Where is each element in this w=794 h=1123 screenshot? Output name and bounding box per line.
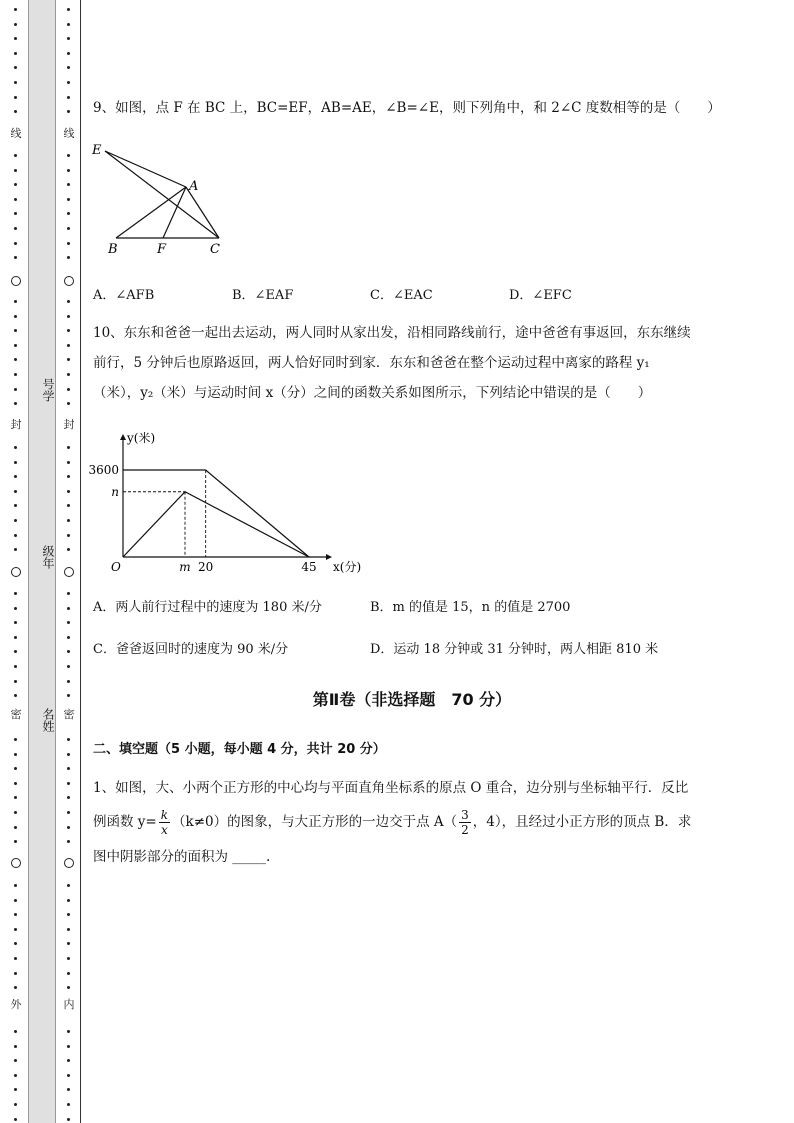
figure-label-b: B (108, 242, 118, 257)
inner-margin-dot (67, 475, 70, 478)
inner-margin-dot (67, 154, 70, 157)
inner-margin-dot (67, 592, 70, 595)
outer-margin-dot (14, 1118, 17, 1121)
inner-margin-dot (67, 242, 70, 245)
outer-margin-dot (14, 548, 17, 551)
inner-margin-dot (67, 1045, 70, 1048)
outer-margin-dot (14, 461, 17, 464)
inner-margin-dot (67, 1059, 70, 1062)
inner-margin-dot (67, 753, 70, 756)
y-tick-label: 3600 (88, 463, 119, 477)
outer-margin-dot (14, 96, 17, 99)
inner-margin-circle (64, 276, 74, 286)
outer-margin-dot (14, 650, 17, 653)
outer-margin-dot (14, 23, 17, 26)
question-9-option-d: D．∠EFC (509, 288, 572, 303)
line-2-part-b: （k≠0）的图象，与大正方形的一边交于点 A（ (172, 814, 458, 830)
figure-label-f: F (157, 242, 167, 257)
series-line-2 (123, 492, 309, 557)
outer-margin-dot (14, 884, 17, 887)
outer-margin-dot (14, 1045, 17, 1048)
origin-label: O (111, 560, 121, 574)
question-10-chart (88, 426, 362, 578)
outer-margin-label: 外 (10, 998, 22, 1011)
outer-margin-dot (14, 753, 17, 756)
inner-margin-dot (67, 23, 70, 26)
inner-margin-dot (67, 96, 70, 99)
strip-label-name: 名姓 (41, 708, 55, 732)
x-tick-label: 20 (198, 560, 214, 574)
outer-margin-circle (11, 276, 21, 286)
fraction-a-numerator: 3 (461, 807, 469, 822)
outer-margin-dot (14, 81, 17, 84)
outer-margin-dot (14, 534, 17, 537)
inner-margin-dot (67, 373, 70, 376)
outer-margin-dot (14, 183, 17, 186)
inner-margin-dot (67, 680, 70, 683)
outer-margin-dot (14, 607, 17, 610)
inner-margin-dot (67, 840, 70, 843)
figure-label-a: A (189, 179, 199, 194)
outer-margin-dot (14, 680, 17, 683)
inner-margin-dot (67, 490, 70, 493)
fraction-numerator: k (160, 807, 169, 822)
inner-margin-dot (67, 942, 70, 945)
outer-margin-dot (14, 1059, 17, 1062)
inner-margin-dot (67, 329, 70, 332)
inner-margin-label: 密 (63, 708, 75, 721)
inner-margin-dot (67, 504, 70, 507)
inner-margin-dot (67, 461, 70, 464)
fill-question-1-line-3: 图中阴影部分的面积为 _____. (93, 849, 271, 865)
outer-margin-dot (14, 738, 17, 741)
inner-margin-dot (67, 212, 70, 215)
fill-question-1-line-1: 1、如图，大、小两个正方形的中心均与平面直角坐标系的原点 O 重合，边分别与坐标轴平行．反比 (93, 780, 689, 796)
x-axis-label: x(分) (333, 560, 362, 574)
inner-margin-dot (67, 534, 70, 537)
question-10-option-c: C．爸爸返回时的速度为 90 米/分 (93, 642, 289, 657)
outer-margin-circle (11, 858, 21, 868)
inner-margin-dot (67, 1103, 70, 1106)
inner-margin-dot (67, 650, 70, 653)
figure-label-e: E (92, 143, 102, 158)
inner-margin-dot (67, 548, 70, 551)
outer-margin-dot (14, 446, 17, 449)
outer-binding-column (6, 0, 26, 1123)
outer-margin-dot (14, 840, 17, 843)
x-axis-arrow (326, 554, 332, 560)
inner-margin-dot (67, 986, 70, 989)
outer-margin-dot (14, 169, 17, 172)
inner-margin-dot (67, 1030, 70, 1033)
outer-margin-dot (14, 37, 17, 40)
inner-margin-label: 内 (63, 998, 75, 1011)
question-9-option-b: B．∠EAF (232, 288, 294, 303)
outer-margin-dot (14, 198, 17, 201)
outer-margin-dot (14, 329, 17, 332)
inner-margin-dot (67, 8, 70, 11)
inner-margin-dot (67, 636, 70, 639)
inner-margin-dot (67, 81, 70, 84)
x-tick-label: 45 (301, 560, 317, 574)
outer-margin-dot (14, 1074, 17, 1077)
inner-margin-dot (67, 1088, 70, 1091)
outer-margin-dot (14, 519, 17, 522)
outer-margin-dot (14, 665, 17, 668)
fraction-k-over-x (159, 808, 170, 837)
outer-margin-dot (14, 782, 17, 785)
inner-margin-dot (67, 344, 70, 347)
outer-margin-dot (14, 110, 17, 113)
inner-margin-dot (67, 358, 70, 361)
outer-margin-dot (14, 928, 17, 931)
question-9-option-c: C．∠EAC (370, 288, 433, 303)
outer-margin-dot (14, 154, 17, 157)
inner-margin-dot (67, 899, 70, 902)
question-10-line-3: （米），y₂（米）与运动时间 x（分）之间的函数关系如图所示，下列结论中错误的是（ ） (93, 385, 652, 401)
inner-margin-dot (67, 37, 70, 40)
y-tick-label: n (111, 484, 119, 499)
outer-margin-dot (14, 490, 17, 493)
outer-margin-dot (14, 475, 17, 478)
inner-margin-dot (67, 519, 70, 522)
outer-margin-dot (14, 504, 17, 507)
strip-label-grade: 级年 (41, 545, 55, 569)
outer-margin-dot (14, 899, 17, 902)
fraction-a-denominator: 2 (461, 822, 469, 837)
inner-margin-dot (67, 607, 70, 610)
question-10-option-d: D．运动 18 分钟或 31 分钟时，两人相距 810 米 (370, 642, 659, 657)
inner-margin-dot (67, 1074, 70, 1077)
inner-margin-dot (67, 227, 70, 230)
outer-margin-dot (14, 315, 17, 318)
question-10-line-1: 10、东东和爸爸一起出去运动，两人同时从家出发，沿相同路线前行，途中爸爸有事返回，东东继续 (93, 325, 691, 341)
section-title: 第Ⅱ卷（非选择题 70 分） (312, 690, 512, 709)
section-heading: 二、填空题（5 小题，每小题 4 分，共计 20 分） (93, 742, 386, 757)
outer-margin-dot (14, 972, 17, 975)
outer-margin-dot (14, 592, 17, 595)
inner-margin-dot (67, 315, 70, 318)
fraction-three-halves (459, 808, 471, 837)
x-tick-label: m (179, 560, 191, 574)
inner-margin-dot (67, 66, 70, 69)
inner-margin-dot (67, 665, 70, 668)
outer-margin-dot (14, 636, 17, 639)
inner-margin-dot (67, 913, 70, 916)
outer-margin-dot (14, 212, 17, 215)
inner-margin-dot (67, 782, 70, 785)
outer-margin-dot (14, 957, 17, 960)
inner-margin-dot (67, 183, 70, 186)
inner-margin-label: 线 (63, 127, 75, 140)
inner-margin-dot (67, 256, 70, 259)
question-10-option-a: A．两人前行过程中的速度为 180 米/分 (93, 600, 322, 615)
inner-margin-dot (67, 811, 70, 814)
figure-label-c: C (210, 242, 220, 257)
question-9-figure (88, 140, 228, 260)
fraction-denominator: x (160, 822, 168, 837)
inner-margin-dot (67, 826, 70, 829)
inner-margin-dot (67, 52, 70, 55)
outer-margin-dot (14, 796, 17, 799)
outer-margin-dot (14, 52, 17, 55)
series-line-1 (123, 470, 309, 557)
outer-margin-dot (14, 66, 17, 69)
inner-margin-label: 封 (63, 418, 75, 431)
outer-margin-dot (14, 811, 17, 814)
outer-margin-circle (11, 567, 21, 577)
binding-line (80, 0, 81, 1123)
inner-margin-dot (67, 402, 70, 405)
inner-margin-dot (67, 110, 70, 113)
outer-margin-dot (14, 344, 17, 347)
inner-margin-dot (67, 388, 70, 391)
y-axis-arrow (120, 434, 126, 440)
outer-margin-dot (14, 826, 17, 829)
inner-margin-circle (64, 858, 74, 868)
line-2-part-c: ，4），且经过小正方形的顶点 B．求 (472, 814, 692, 830)
inner-binding-column (59, 0, 79, 1123)
inner-margin-dot (67, 928, 70, 931)
question-9-option-a: A．∠AFB (93, 288, 155, 303)
inner-margin-circle (64, 567, 74, 577)
outer-margin-dot (14, 256, 17, 259)
strip-label-student-id: 号学 (41, 378, 55, 402)
outer-margin-label: 线 (10, 127, 22, 140)
outer-margin-dot (14, 1030, 17, 1033)
outer-margin-dot (14, 986, 17, 989)
y-axis-label: y(米) (127, 431, 156, 445)
inner-margin-dot (67, 957, 70, 960)
student-info-strip (28, 0, 56, 1123)
fill-question-1-line-2 (93, 804, 691, 840)
outer-margin-label: 密 (10, 708, 22, 721)
outer-margin-dot (14, 8, 17, 11)
outer-margin-label: 封 (10, 418, 22, 431)
outer-margin-dot (14, 767, 17, 770)
question-9-text: 9、如图，点 F 在 BC 上，BC=EF，AB=AE，∠B=∠E，则下列角中，和 2∠C 度数相等的是（ ） (93, 100, 721, 116)
inner-margin-dot (67, 621, 70, 624)
outer-margin-dot (14, 402, 17, 405)
inner-margin-dot (67, 198, 70, 201)
inner-margin-dot (67, 972, 70, 975)
inner-margin-dot (67, 767, 70, 770)
outer-margin-dot (14, 388, 17, 391)
outer-margin-dot (14, 300, 17, 303)
outer-margin-dot (14, 358, 17, 361)
outer-margin-dot (14, 373, 17, 376)
inner-margin-dot (67, 446, 70, 449)
outer-margin-dot (14, 1088, 17, 1091)
inner-margin-dot (67, 300, 70, 303)
inner-margin-dot (67, 738, 70, 741)
question-10-option-b: B．m 的值是 15，n 的值是 2700 (370, 600, 571, 615)
question-10-line-2: 前行，5 分钟后也原路返回，两人恰好同时到家．东东和爸爸在整个运动过程中离家的路程 y₁ (93, 355, 650, 371)
outer-margin-dot (14, 942, 17, 945)
inner-margin-dot (67, 169, 70, 172)
outer-margin-dot (14, 242, 17, 245)
line-2-part-a: 例函数 y= (93, 814, 157, 830)
outer-margin-dot (14, 227, 17, 230)
outer-margin-dot (14, 1103, 17, 1106)
outer-margin-dot (14, 621, 17, 624)
inner-margin-dot (67, 884, 70, 887)
outer-margin-dot (14, 913, 17, 916)
inner-margin-dot (67, 1118, 70, 1121)
inner-margin-dot (67, 796, 70, 799)
